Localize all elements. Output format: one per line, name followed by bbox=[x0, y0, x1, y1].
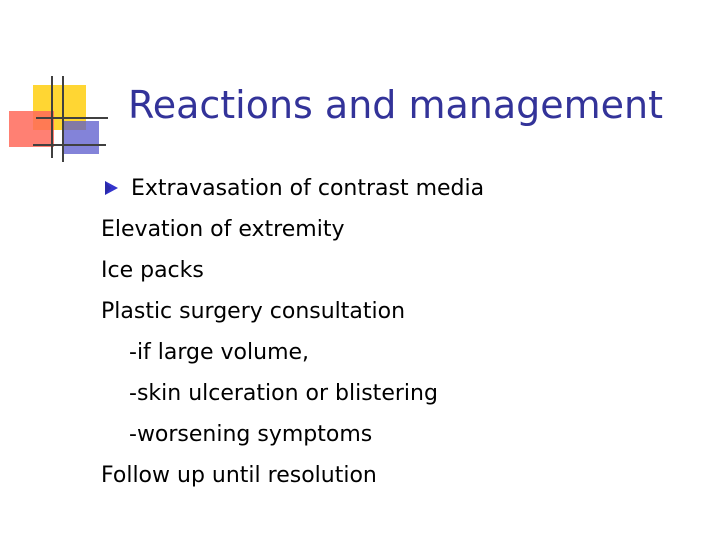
content-line-worsening-symptoms: -worsening symptoms bbox=[129, 422, 373, 447]
bullet-item-text: Extravasation of contrast media bbox=[131, 176, 485, 201]
content-line-skin-ulceration: -skin ulceration or blistering bbox=[129, 381, 438, 406]
content-line-follow-up: Follow up until resolution bbox=[101, 463, 377, 488]
bullet-list-item bbox=[101, 168, 701, 209]
content-line-elevation: Elevation of extremity bbox=[101, 217, 345, 242]
content-line-ice-packs: Ice packs bbox=[101, 258, 204, 283]
content-line-plastic-surgery: Plastic surgery consultation bbox=[101, 299, 406, 324]
slide-title: Reactions and management bbox=[128, 83, 664, 127]
content-line-large-volume: -if large volume, bbox=[129, 340, 310, 365]
square-bullet-icon bbox=[103, 180, 119, 196]
slide-content bbox=[101, 168, 701, 496]
decorative-squares-logo bbox=[0, 0, 110, 170]
